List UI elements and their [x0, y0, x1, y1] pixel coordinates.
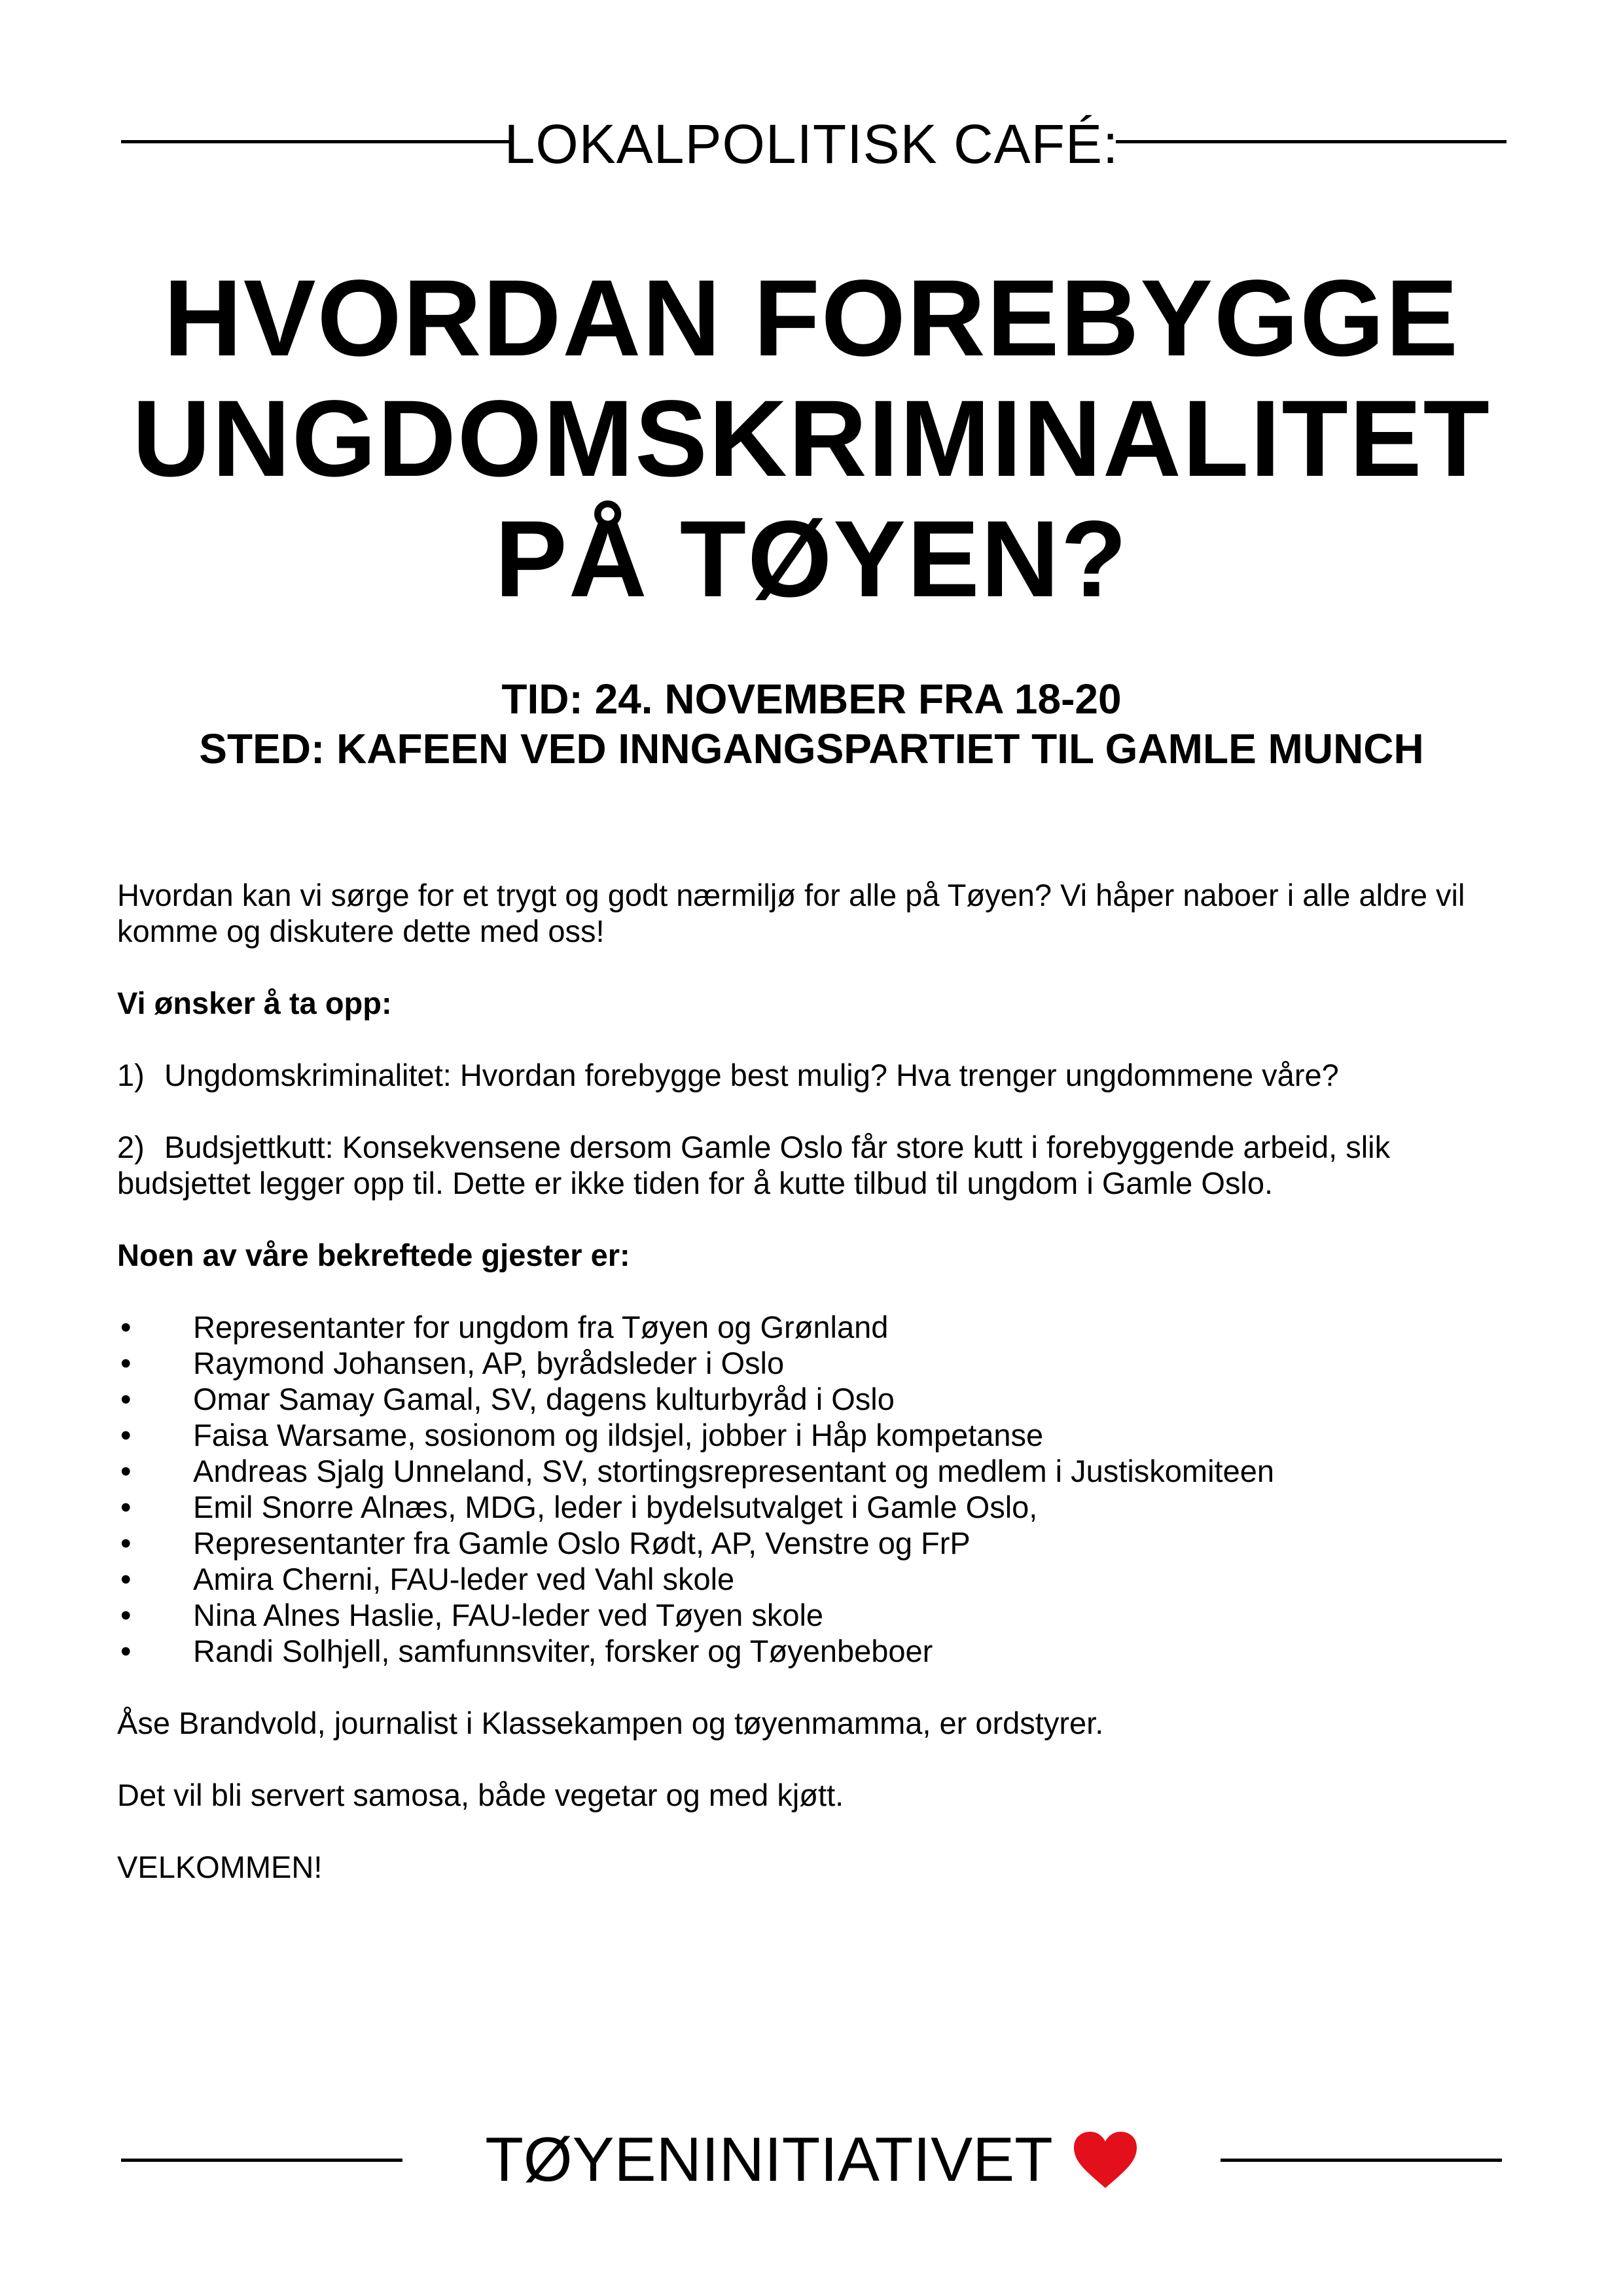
event-time: TID: 24. NOVEMBER FRA 18-20 [501, 675, 1122, 723]
list-item: • Raymond Johansen, AP, byrådsleder i Oslo [120, 1346, 785, 1380]
welcome-text: VELKOMMEN! [117, 1850, 323, 1884]
footer-rule-right [1221, 2159, 1502, 2162]
list-item: • Andreas Sjalg Unneland, SV, stortingsrepresentant og medlem i Justiskomiteen [120, 1454, 1274, 1488]
topic-item: 2) Budsjettkutt: Konsekvensene dersom Gamle Oslo får store kutt i forebyggende arbeid, slik budsjettet legger opp til. Dette er ikke tiden for å kutte tilbud til ungdom i Gamle Oslo. [117, 1130, 1391, 1200]
event-details [0, 674, 1623, 774]
title-line: HVORDAN FOREBYGGE [163, 258, 1460, 379]
list-item: • Omar Samay Gamal, SV, dagens kulturbyråd i Oslo [120, 1382, 895, 1416]
moderator-paragraph: Åse Brandvold, journalist i Klassekampen og tøyenmamma, er ordstyrer. [117, 1706, 1104, 1740]
brand-name: TØYENINITIATIVET [485, 2125, 1053, 2195]
footer [0, 2121, 1623, 2199]
list-item: • Faisa Warsame, sosionom og ildsjel, jobber i Håp kompetanse [120, 1418, 1044, 1452]
title-line: UNGDOMSKRIMINALITET [132, 378, 1491, 499]
body-text [117, 877, 1531, 1921]
event-place: STED: KAFEEN VED INNGANGSPARTIET TIL GAMLE MUNCH [199, 725, 1424, 772]
guests-heading: Noen av våre bekreftede gjester er: [117, 1238, 630, 1272]
list-item: • Randi Solhjell, samfunnsviter, forsker og Tøyenbeboer [120, 1634, 933, 1668]
topics-heading: Vi ønsker å ta opp: [117, 986, 392, 1020]
list-item: • Emil Snorre Alnæs, MDG, leder i bydelsutvalget i Gamle Oslo, [120, 1490, 1038, 1524]
list-item: • Nina Alnes Haslie, FAU-leder ved Tøyen skole [120, 1598, 824, 1632]
title-line: PÅ TØYEN? [495, 499, 1128, 620]
list-item: • Amira Cherni, FAU-leder ved Vahl skole [120, 1562, 735, 1596]
event-kicker: LOKALPOLITISK CAFÉ: [504, 113, 1119, 175]
topic-item: 1) Ungdomskriminalitet: Hvordan forebygge best mulig? Hva trenger ungdommene våre? [117, 1058, 1339, 1092]
list-item: • Representanter fra Gamle Oslo Rødt, AP, Venstre og FrP [120, 1526, 971, 1560]
intro-paragraph: Hvordan kan vi sørge for et trygt og godt nærmiljø for alle på Tøyen? Vi håper naboer i alle aldre vil komme og diskutere dette med oss! [117, 878, 1465, 948]
page-title [0, 259, 1623, 620]
list-item: • Representanter for ungdom fra Tøyen og Grønland [120, 1310, 889, 1344]
food-paragraph: Det vil bli servert samosa, både vegetar og med kjøtt. [117, 1778, 844, 1812]
heart-icon [1073, 2130, 1138, 2189]
guest-list [117, 1309, 1531, 1669]
